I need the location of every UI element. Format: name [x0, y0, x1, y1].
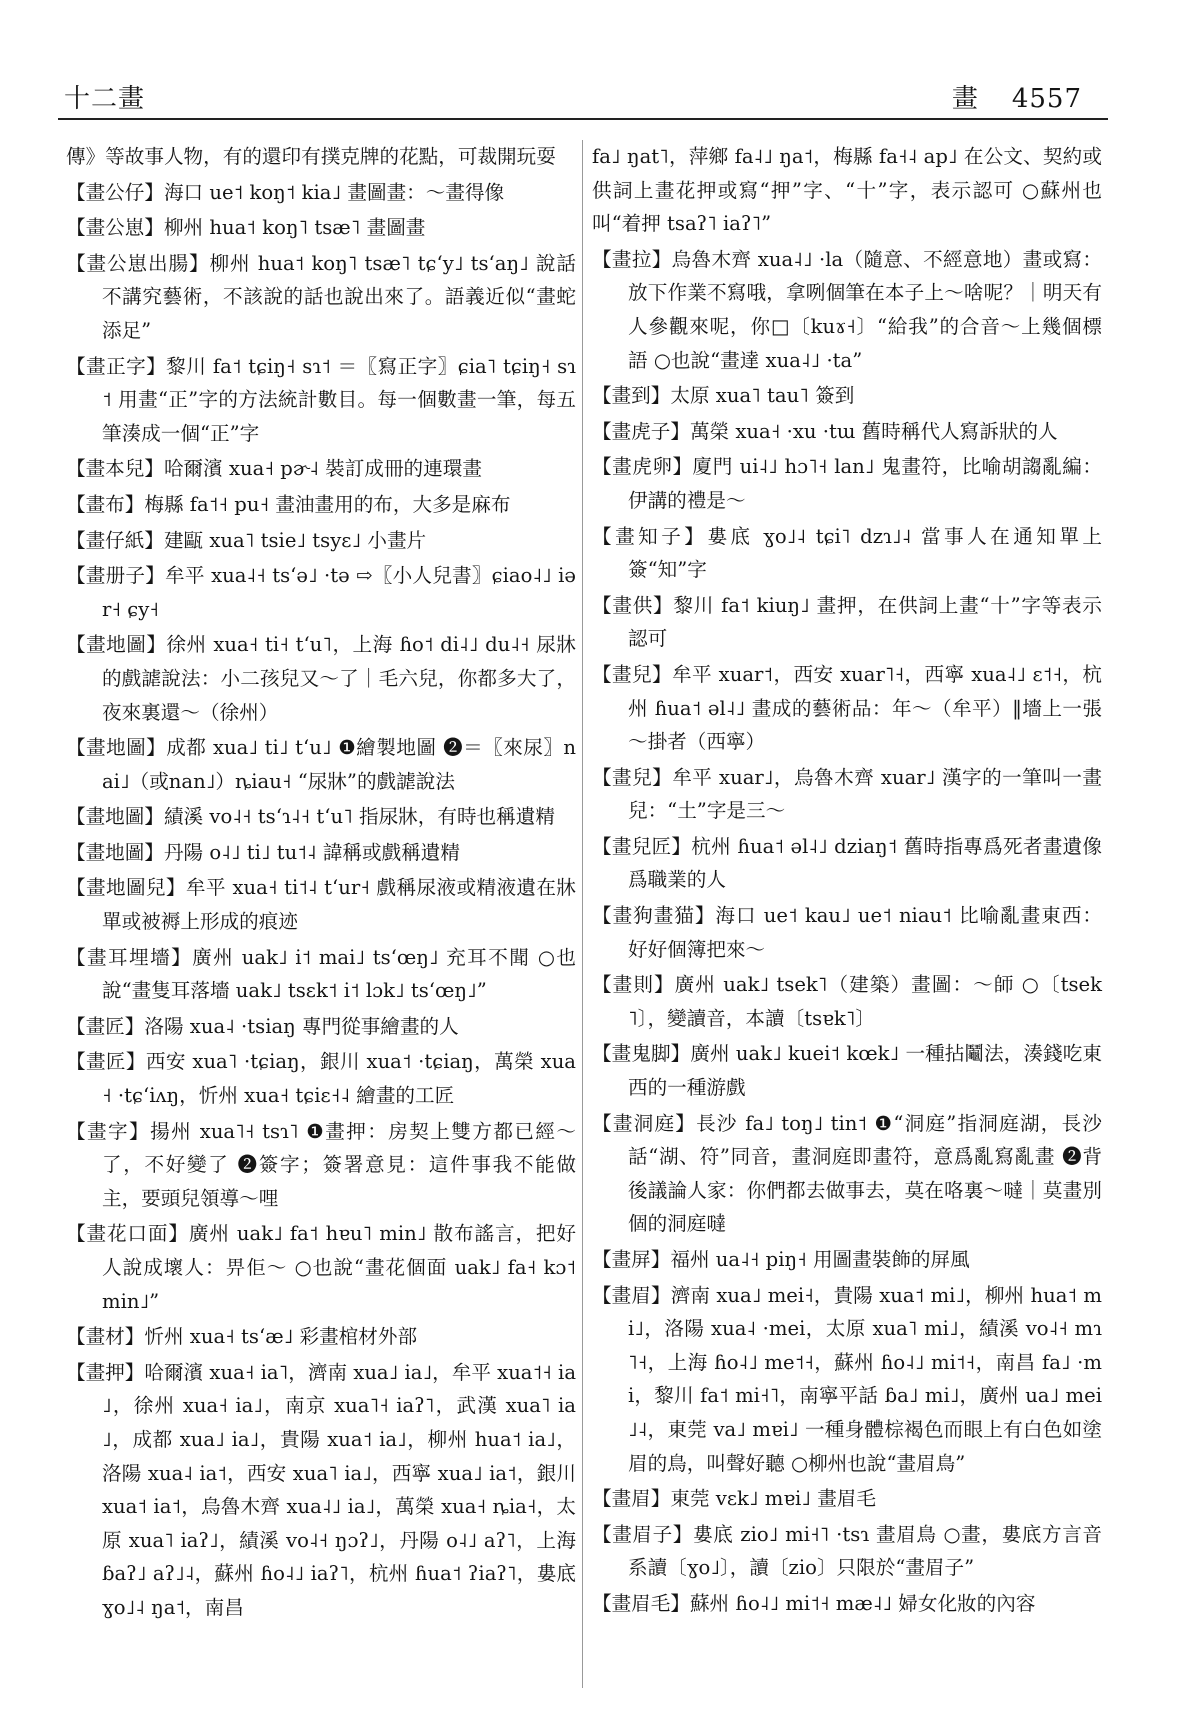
dictionary-entry: 【畫地圖】成都 xua˩ ti˩ tʻu˩ ❶繪製地圖 ❷＝〖來尿〗nai˩（或nan˩）ȵiau˧ “尿牀”的戲謔說法 [66, 736, 576, 793]
right-column [592, 140, 1102, 1623]
dictionary-entry: 【畫眉毛】蘇州 ɦo˨˩ mi˦˧ mæ˨˩ 婦女化妝的內容 [592, 1591, 1036, 1615]
dictionary-entry: 【畫匠】洛陽 xua˨ ·tsiaŋ 專門從事繪畫的人 [66, 1014, 459, 1038]
dictionary-entry: 【畫兒匠】杭州 ɦua˦ əl˨˩ dziaŋ˦ 舊時指專爲死者畫遺像爲職業的人 [592, 834, 1102, 892]
dictionary-entry: 【畫花口面】廣州 uak˩ fa˦ hɐu˥ min˩ 散布謠言，把好人說成壞人：畀佢～ ○也說“畫花個面 uak˩ fa˧ kɔ˦ min˩” [66, 1222, 576, 1313]
column-divider [582, 140, 584, 1688]
dictionary-entry: 【畫狗畫猫】海口 ue˦ kau˩ ue˦ niau˦ 比喻亂畫東西：好好個簿把來～ [592, 904, 1102, 961]
dictionary-entry: 【畫虎卵】廈門 ui˨˩ hɔ˥˧ lan˩ 鬼畫符，比喻胡謅亂編：伊講的禮是～ [592, 455, 1102, 512]
dictionary-entry: fa˩ ŋat˥，萍鄉 fa˨˩ ŋa˦，梅縣 fa˧˨ ap˩ 在公文、契約或供詞上畫花押或寫“押”字、“十”字，表示認可 ○蘇州也叫“着押 tsaʔ˥ iaʔ˥” [592, 145, 1102, 236]
dictionary-entry: 【畫眉】濟南 xua˩ mei˧，貴陽 xua˦ mi˩，柳州 hua˦ mi˩，洛陽 xua˨ ·mei，太原 xua˥ mi˩，績溪 vo˨˧ mɿ˥˧，上海 ɦo˨˩ me˦˧，蘇州 ɦo˨˩ mi˦˧，南昌 fa˩ ·mi，黎川 fa˦ mi˧˥，南寧平話 ɓa˩ mi˩，廣州 ua˩ mei˩˨，東莞 va˩ mɐi˩ 一種身體棕褐色而眼上有白色如塗眉的鳥，叫聲好聽 ○柳州也說“畫眉鳥” [592, 1283, 1102, 1475]
dictionary-entry: 【畫公崽出腸】柳州 hua˦ koŋ˥ tsæ˥ tɕʻy˩ tsʻaŋ˩ 說話不講究藝術，不該說的話也說出來了。語義近似“畫蛇添足” [66, 251, 576, 342]
dictionary-entry: 【畫公仔】海口 ue˦ koŋ˦ kia˩ 畫圖畫：～畫得像 [66, 180, 505, 204]
dictionary-entry: 【畫地圖兒】牟平 xua˧ ti˦˨ tʻur˧ 戲稱尿液或精液遺在牀單或被褥上形成的痕迹 [66, 876, 576, 934]
dictionary-entry: 【畫仔紙】建甌 xua˥ tsie˩ tsyɛ˩ 小畫片 [66, 528, 427, 552]
dictionary-entry: 【畫地圖】績溪 vo˨˧ tsʻɿ˨˧ tʻu˥ 指尿牀，有時也稱遺精 [66, 805, 555, 829]
dictionary-entry: 【畫材】忻州 xua˧ tsʻæ˩ 彩畫棺材外部 [66, 1325, 418, 1349]
dictionary-entry: 【畫鬼脚】廣州 uak˩ kuei˦ kœk˩ 一種拈鬮法，湊錢吃東西的一種游戲 [592, 1042, 1102, 1100]
dictionary-entry: 【畫正字】黎川 fa˦ tɕiŋ˧ sɿ˦ ＝〖寫正字〗ɕia˥ tɕiŋ˧ sɿ˦ 用畫“正”字的方法統計數目。每一個數畫一筆，每五筆湊成一個“正”字 [66, 354, 576, 445]
dictionary-entry: 【畫匠】西安 xua˥ ·tɕiaŋ，銀川 xua˦ ·tɕiaŋ，萬榮 xua˧ ·tɕʻiʌŋ，忻州 xua˧ tɕiɛ˧˨ 繪畫的工匠 [66, 1050, 576, 1108]
left-column [66, 140, 576, 1627]
dictionary-entry: 【畫地圖】丹陽 o˨˩ ti˩ tu˦˨ 諱稱或戲稱遺精 [66, 840, 460, 864]
dictionary-entry: 【畫押】哈爾濱 xua˧ ia˥，濟南 xua˩ ia˩，牟平 xua˦˧ ia˩，徐州 xua˧ ia˩，南京 xua˥˧ iaʔ˥，武漢 xua˥ ia˩，成都 xua˩ ia˩，貴陽 xua˦ ia˩，柳州 hua˦ ia˩，洛陽 xua˨ ia˦，西安 xua˥ ia˩，西寧 xua˩ ia˦，銀川 xua˦ ia˦，烏魯木齊 xua˨˩ ia˩，萬榮 xua˧ ȵia˧，太原 xua˥ iaʔ˩，績溪 vo˨˧ ŋɔʔ˩，丹陽 o˨˩ aʔ˥，上海 ɓaʔ˩ aʔ˩˨，蘇州 ɦo˨˩ iaʔ˥，杭州 ɦua˦ ʔiaʔ˥，婁底 ɣo˩˨ ŋa˦，南昌 [66, 1360, 576, 1619]
dictionary-entry: 【畫本兒】哈爾濱 xua˧ pɚ˨ 裝訂成冊的連環畫 [66, 457, 482, 481]
dictionary-entry: 【畫屏】福州 ua˨˧ piŋ˧ 用圖畫裝飾的屏風 [592, 1248, 970, 1271]
dictionary-entry: 【畫到】太原 xua˥ tau˥ 簽到 [592, 384, 855, 408]
dictionary-entry: 【畫拉】烏魯木齊 xua˨˩ ·la（隨意、不經意地）畫或寫：放下作業不寫哦，拿咧個筆在本子上～啥呢？｜明天有人參觀來呢，你□〔kuɤ˧〕“給我”的合音～上幾個標語 ○也說“畫達 xua˨˩ ·ta” [592, 247, 1102, 372]
header-rule [58, 118, 1108, 120]
dictionary-entry: 【畫兒】牟平 xuar˩，烏魯木齊 xuar˩ 漢字的一筆叫一畫兒：“土”字是三～ [592, 765, 1102, 823]
dictionary-entry: 【畫知子】婁底 ɣo˩˨ tɕi˥ dzɿ˩˨ 當事人在通知單上簽“知”字 [592, 524, 1102, 582]
dictionary-entry: 【畫供】黎川 fa˦ kiuŋ˩ 畫押，在供詞上畫“十”字等表示認可 [592, 593, 1102, 651]
dictionary-entry: 【畫字】揚州 xua˥˧ tsɿ˥ ❶畫押：房契上雙方都已經～了，不好變了 ❷簽字；簽署意見：這件事我不能做主，要頭兒領導～哩 [66, 1119, 576, 1210]
dictionary-entry: 【畫册子】牟平 xua˨˧ tsʻə˩ ·tə ⇨〖小人兒書〗ɕiao˨˩ iər˧ ɕy˧ [66, 564, 576, 621]
dictionary-entry: 【畫布】梅縣 fa˦˧ pu˧ 畫油畫用的布，大多是麻布 [66, 492, 511, 516]
head-character: 畫 [951, 84, 978, 114]
page-header [952, 78, 1082, 115]
dictionary-entry: 【畫虎子】萬榮 xua˧ ·xu ·tɯ 舊時稱代人寫訴狀的人 [592, 419, 1058, 443]
dictionary-entry: 傳》等故事人物，有的還印有撲克牌的花點，可裁開玩耍 [66, 145, 556, 168]
dictionary-entry: 【畫兒】牟平 xuar˦，西安 xuar˥˧，西寧 xua˨˩ ɛ˦˧，杭州 ɦua˦ əl˨˩ 畫成的藝術品：年～（牟平）‖墻上一張～掛者（西寧） [592, 662, 1102, 754]
dictionary-entry: 【畫眉】東莞 vɛk˩ mɐi˩ 畫眉毛 [592, 1487, 876, 1511]
dictionary-entry: 【畫地圖】徐州 xua˧ ti˧ tʻu˥，上海 ɦo˦ di˨˩ du˨˧ 尿牀的戲謔說法：小二孩兒又～了｜毛六兒，你都多大了，夜來裏還～（徐州） [66, 633, 576, 724]
dictionary-entry: 【畫眉子】婁底 zio˩ mi˧˥ ·tsɿ 畫眉鳥 ○畫，婁底方言音系讀〔ɣo˩〕，讀〔zio〕只限於“畫眉子” [592, 1522, 1102, 1580]
dictionary-entry: 【畫則】廣州 uak˩ tsek˥（建築）畫圖：～師 ○〔tsek˥〕，變讀音，本讀〔tsɐk˥〕 [592, 973, 1102, 1030]
section-header: 十二畫 [64, 84, 146, 114]
dictionary-entry: 【畫洞庭】長沙 fa˩ toŋ˩ tin˦ ❶“洞庭”指洞庭湖，長沙話“湖、符”同音，畫洞庭即畫符，意爲亂寫亂畫 ❷背後議論人家：你們都去做事去，莫在咯裏～噠｜莫畫別個的洞庭噠 [592, 1111, 1102, 1236]
dictionary-entry: 【畫耳埋墻】廣州 uak˩ i˦ mai˩ tsʻœŋ˩ 充耳不聞 ○也說“畫隻耳落墻 uak˩ tsɛk˦ i˦ lɔk˩ tsʻœŋ˩” [66, 945, 576, 1003]
page-number: 4557 [1011, 84, 1082, 114]
dictionary-entry: 【畫公崽】柳州 hua˦ koŋ˥ tsæ˥ 畫圖畫 [66, 216, 426, 240]
